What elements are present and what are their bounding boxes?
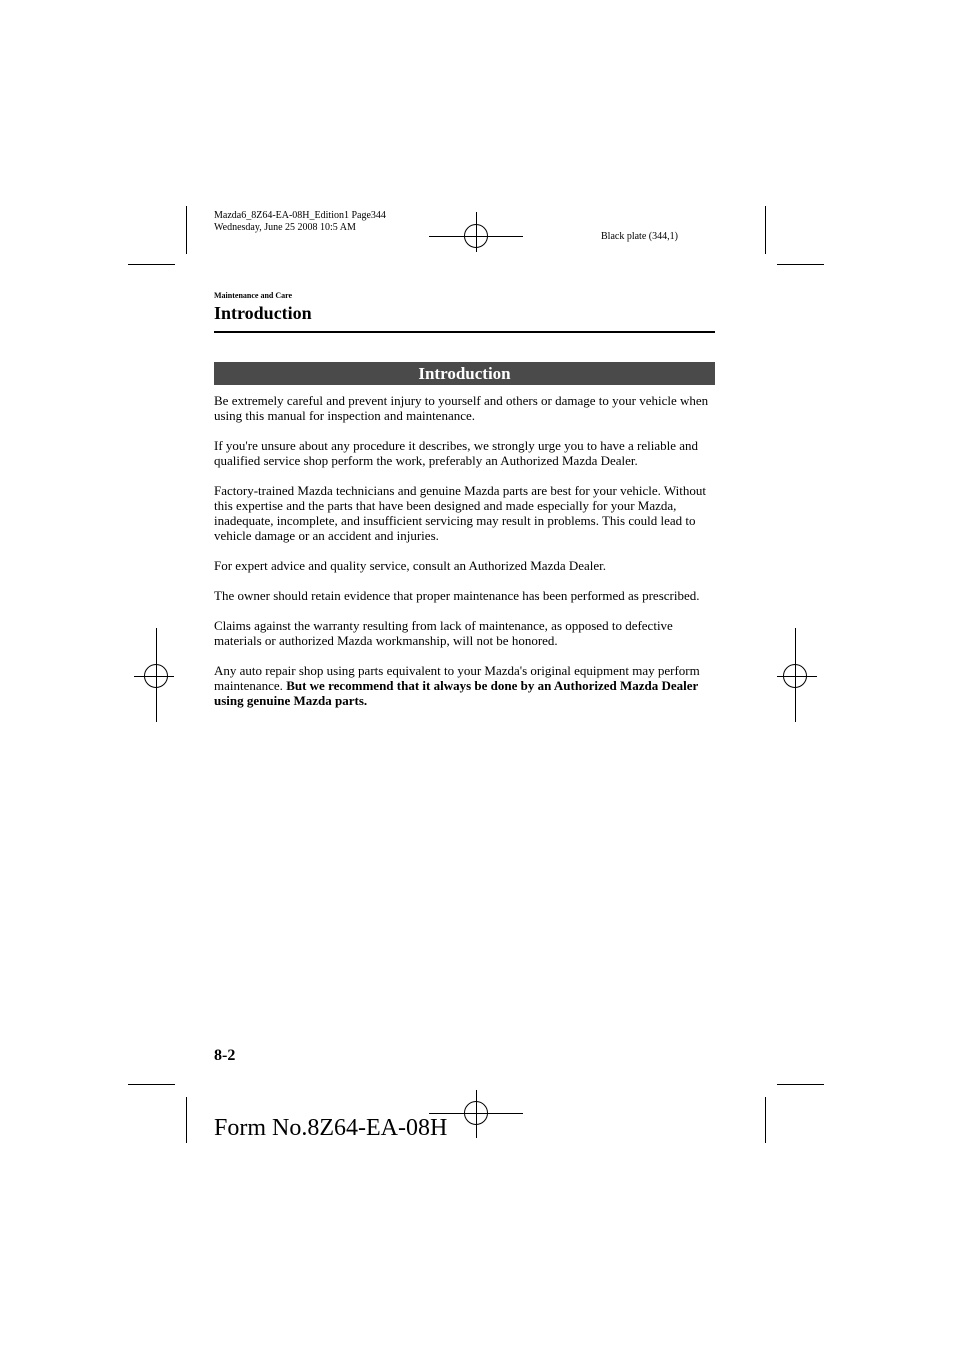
paragraph-text: Any auto repair shop using parts equivalent to your Mazda's original equipment may perform maintenance. (214, 663, 700, 693)
paragraph: The owner should retain evidence that proper maintenance has been performed as prescribed. (214, 588, 700, 603)
body-text (214, 393, 714, 723)
registration-circle (464, 224, 488, 248)
crop-mark (765, 1097, 766, 1143)
paragraph: For expert advice and quality service, consult an Authorized Mazda Dealer. (214, 558, 607, 573)
page-number: 8-2 (214, 1047, 236, 1064)
registration-circle (783, 664, 807, 688)
paragraph: Be extremely careful and prevent injury to yourself and others or damage to your vehicle when using this manual for inspection and maintenance. (214, 393, 709, 423)
print-metadata (214, 210, 386, 234)
crop-mark (765, 206, 766, 254)
crop-mark (186, 206, 187, 254)
page-title: Introduction (214, 303, 312, 323)
paragraph: Factory-trained Mazda technicians and genuine Mazda parts are best for your vehicle. Without this expertise and the parts that have been designed and made especially for your Mazda, inadequate, incomplete, and insufficient servicing may result in problems. This could lead to vehicle damage or an accident and injuries. (214, 483, 706, 543)
plate-label: Black plate (344,1) (601, 231, 678, 242)
crop-mark (128, 1084, 175, 1085)
registration-circle (464, 1101, 488, 1125)
form-number: Form No.8Z64-EA-08H (214, 1115, 448, 1141)
heading-bar: Introduction (214, 362, 715, 385)
paragraph-emphasis: But we recommend that it always be done by an Authorized Mazda Dealer using genuine Mazda parts. (214, 678, 699, 708)
print-file-name: Mazda6_8Z64-EA-08H_Edition1 Page344 (214, 210, 386, 221)
paragraph: Claims against the warranty resulting from lack of maintenance, as opposed to defective materials or authorized Mazda workmanship, will not be honored. (214, 618, 673, 648)
crop-mark (777, 264, 824, 265)
paragraph-recommendation (214, 663, 714, 708)
paragraph: If you're unsure about any procedure it describes, we strongly urge you to have a reliable and qualified service shop perform the work, preferably an Authorized Mazda Dealer. (214, 438, 699, 468)
crop-mark (777, 1084, 824, 1085)
registration-circle (144, 664, 168, 688)
print-timestamp: Wednesday, June 25 2008 10:5 AM (214, 222, 356, 233)
crop-mark (186, 1097, 187, 1143)
section-name: Maintenance and Care (214, 291, 293, 300)
title-divider (214, 331, 715, 333)
crop-mark (128, 264, 175, 265)
